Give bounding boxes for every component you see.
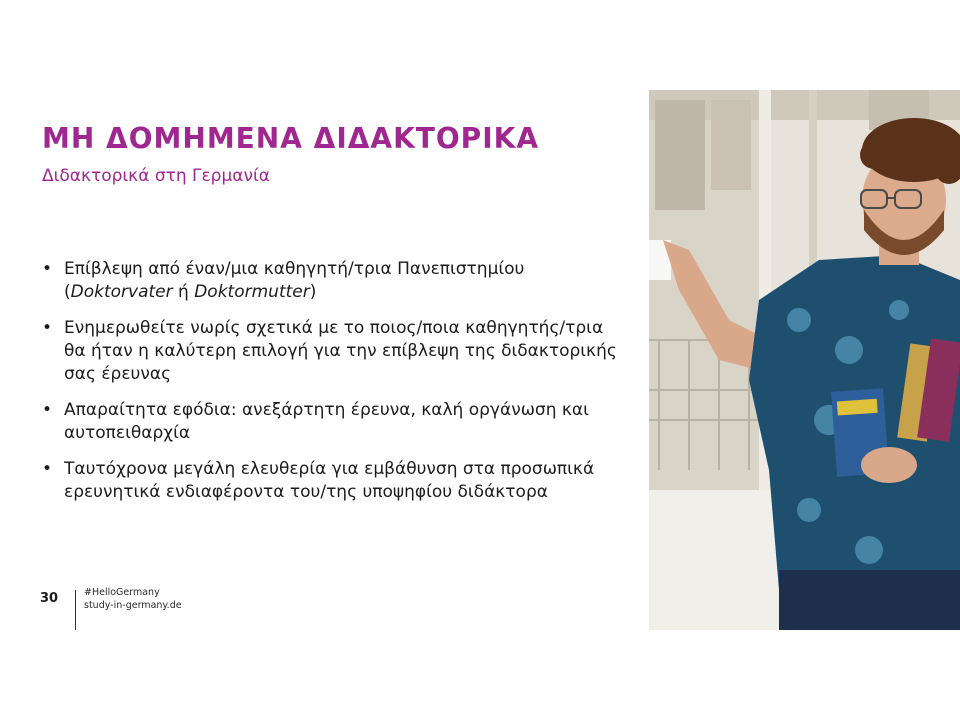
footer-branding xyxy=(84,586,182,612)
page-number: 30 xyxy=(40,591,59,606)
bullet-item xyxy=(40,317,620,386)
bullet-item xyxy=(40,458,620,504)
bullet-text: Ταυτόχρονα μεγάλη ελευθερία για εμβάθυνση στα προσωπικά ερευνητικά ενδιαφέροντα του/της υποψηφίου διδάκτορα xyxy=(64,459,595,502)
bullet-paren-open: ( xyxy=(64,282,71,302)
bullet-emphasis: Doktormutter xyxy=(194,282,310,302)
bullet-list xyxy=(40,258,620,517)
bullet-item xyxy=(40,399,620,445)
bullet-text: Ενημερωθείτε νωρίς σχετικά με το ποιος/ποια καθηγητής/τρια θα ήταν η καλύτερη επιλογή για την επίβλεψη της διδακτορικής σας έρευνας xyxy=(64,318,617,384)
bullet-emphasis: Doktorvater xyxy=(70,282,173,302)
bullet-text: Απαραίτητα εφόδια: ανεξάρτητη έρευνα, καλή οργάνωση και αυτοπειθαρχία xyxy=(64,400,589,443)
bullet-dot: • xyxy=(42,318,53,338)
bullet-conjunction: ή xyxy=(172,282,195,302)
bullet-item xyxy=(40,258,620,304)
bullet-dot: • xyxy=(42,459,53,479)
footer-divider xyxy=(75,590,76,630)
slide-subtitle: Διδακτορικά στη Γερμανία xyxy=(42,166,270,186)
student-photo-illustration xyxy=(649,90,960,630)
student-photo xyxy=(649,90,960,630)
footer-website: study-in-germany.de xyxy=(84,600,182,611)
bullet-dot: • xyxy=(42,400,53,420)
bullet-text: Επίβλεψη από έναν/μια καθηγητή/τρια Πανεπιστημίου xyxy=(64,259,525,279)
bullet-dot: • xyxy=(42,259,53,279)
bullet-paren-close: ) xyxy=(309,282,317,302)
slide-title: ΜΗ ΔΟΜΗΜΕΝΑ ΔΙΔΑΚΤΟΡΙΚΑ xyxy=(42,122,539,155)
footer-hashtag: #HelloGermany xyxy=(84,587,160,598)
